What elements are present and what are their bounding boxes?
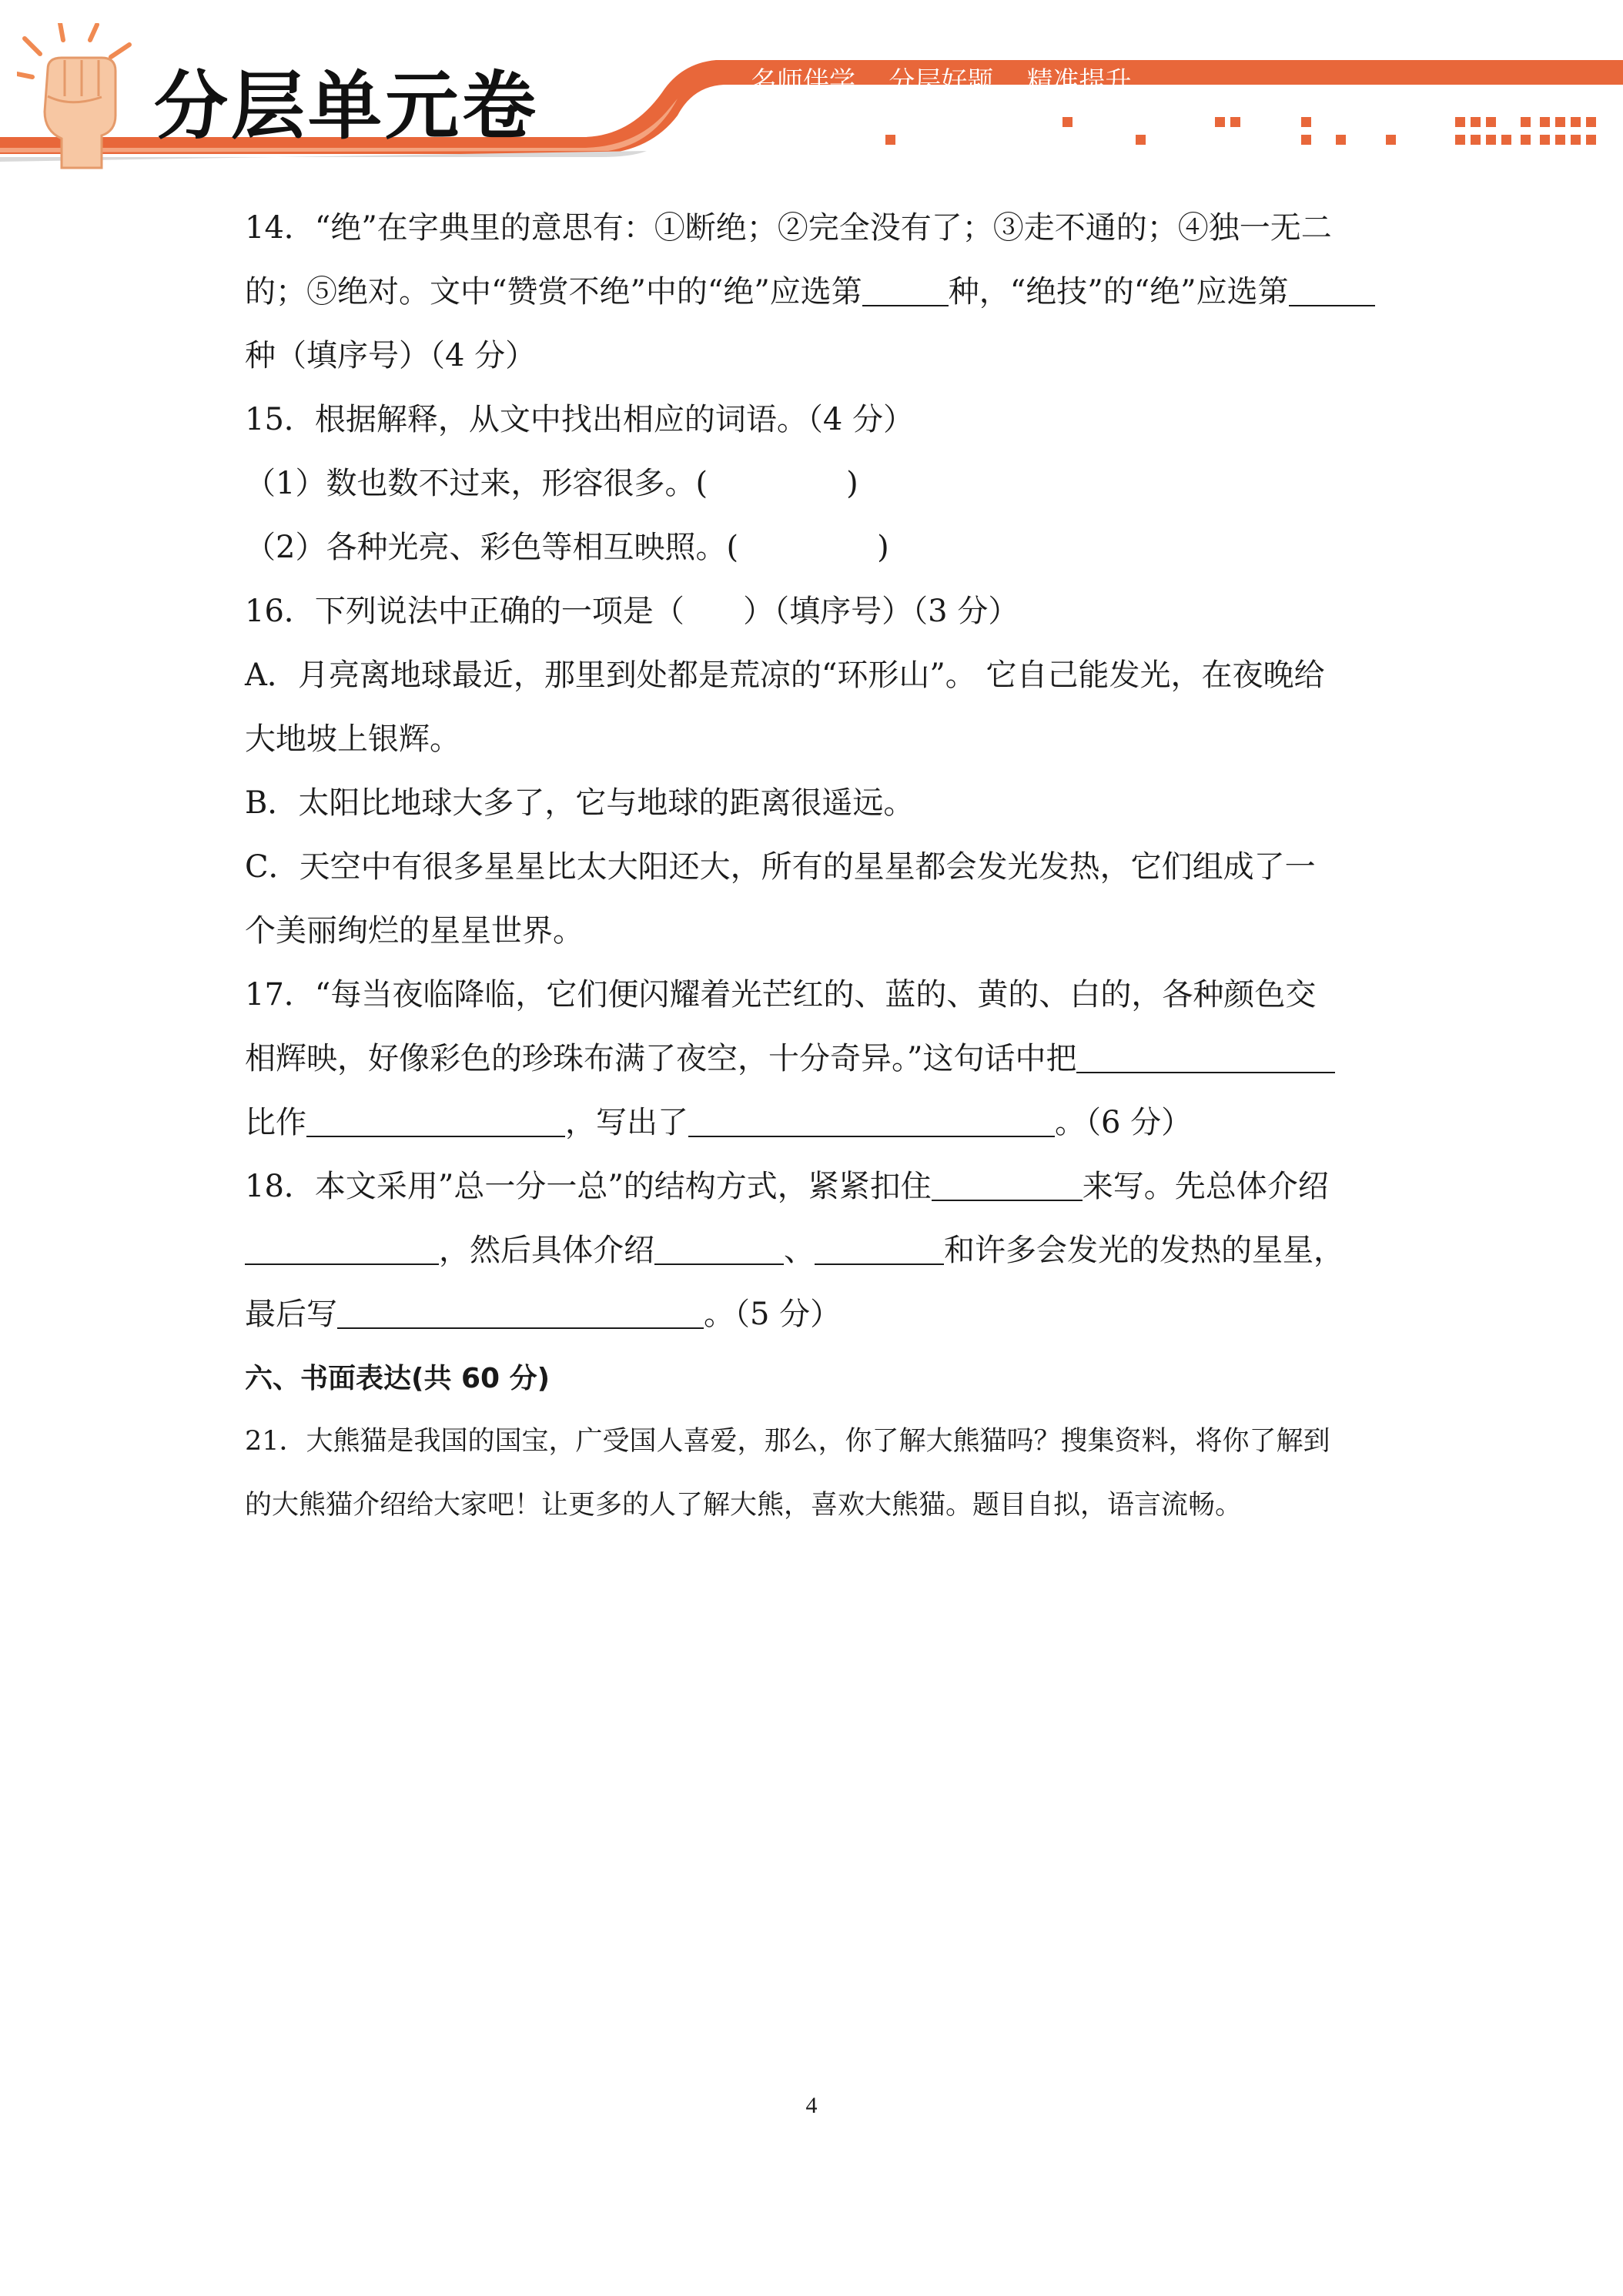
q15-item-1 bbox=[245, 452, 1378, 516]
q16-option-a-line-2: 大地坡上银辉。 bbox=[245, 721, 460, 757]
q17-text-write: ，写出了 bbox=[565, 1105, 688, 1140]
q17-line-3 bbox=[245, 1091, 1378, 1155]
q16-stem: 16．下列说法中正确的一项是（ ）（填序号）（3 分） bbox=[245, 594, 1019, 629]
q15-stem: 15．根据解释，从文中找出相应的词语。（4 分） bbox=[245, 402, 915, 437]
q16-option-c-line-2: 个美丽绚烂的星星世界。 bbox=[245, 913, 584, 949]
q18-line-2 bbox=[245, 1219, 1378, 1283]
q21-line-2: 的大熊猫介绍给大家吧！让更多的人了解大熊，喜欢大熊猫。题目自拟，语言流畅。 bbox=[245, 1490, 1243, 1521]
q18-text-e: 和许多会发光的发热的星星， bbox=[944, 1233, 1344, 1268]
q14-line-3: 种（填序号）（4 分） bbox=[245, 338, 537, 373]
q15-item-2-text: （2）各种光亮、彩色等相互映照。( bbox=[245, 530, 739, 565]
q14-line-2 bbox=[245, 260, 1378, 324]
q16-option-a-line-1: A．月亮离地球最近，那里到处都是荒凉的“环形山”。 它自己能发光，在夜晚给 bbox=[245, 658, 1325, 693]
q21-line-1: 21．大熊猫是我国的国宝，广受国人喜爱，那么，你了解大熊猫吗？搜集资料，将你了解到 bbox=[245, 1426, 1330, 1457]
q17-score: 。（6 分） bbox=[1055, 1105, 1193, 1140]
q18-line-1 bbox=[245, 1155, 1378, 1219]
q17-answer-blank-3[interactable] bbox=[688, 1105, 1055, 1137]
q18-answer-blank-3[interactable] bbox=[654, 1233, 784, 1265]
q18-text-a: 18．本文采用”总一分一总”的结构方式，紧紧扣住 bbox=[245, 1169, 932, 1204]
q18-text-d: 、 bbox=[784, 1233, 815, 1268]
q16-option-c-line-1: C．天空中有很多星星比太大阳还大，所有的星星都会发光发热，它们组成了一 bbox=[245, 849, 1316, 885]
q14-text-a: 的；⑤绝对。文中“赞赏不绝”中的“绝”应选第 bbox=[245, 274, 862, 310]
section-6-title: 六、书面表达(共 60 分) bbox=[245, 1363, 550, 1394]
q18-answer-blank-5[interactable] bbox=[337, 1297, 704, 1329]
q18-score: 。（5 分） bbox=[704, 1297, 842, 1332]
q18-text-f: 最后写 bbox=[245, 1297, 337, 1332]
q18-answer-blank-4[interactable] bbox=[815, 1233, 944, 1265]
q14-text-b: 种，“绝技”的“绝”应选第 bbox=[948, 274, 1289, 310]
q18-answer-blank-1[interactable] bbox=[932, 1169, 1083, 1201]
fist-icon bbox=[17, 23, 140, 169]
q18-line-3 bbox=[245, 1283, 1378, 1347]
q14-answer-blank-1[interactable] bbox=[862, 274, 949, 306]
q18-answer-blank-2[interactable] bbox=[245, 1233, 439, 1265]
page-header bbox=[0, 0, 1623, 177]
q17-text-compare: 比作 bbox=[245, 1105, 306, 1140]
q17-answer-blank-2[interactable] bbox=[306, 1105, 565, 1137]
page-number: 4 bbox=[805, 2093, 818, 2118]
q15-item-2-close: ) bbox=[877, 530, 889, 565]
q15-item-2 bbox=[245, 516, 1378, 580]
question-content bbox=[245, 196, 1378, 1538]
q15-item-1-text: （1）数也数不过来，形容很多。( bbox=[245, 466, 708, 501]
q17-text: 相辉映，好像彩色的珍珠布满了夜空，十分奇异。”这句话中把 bbox=[245, 1041, 1077, 1076]
q18-text-c: ，然后具体介绍 bbox=[439, 1233, 654, 1268]
q16-option-b: B．太阳比地球大多了，它与地球的距离很遥远。 bbox=[245, 785, 915, 821]
brand-title: 分层单元卷 bbox=[154, 63, 539, 149]
q17-answer-blank-1[interactable] bbox=[1076, 1041, 1335, 1073]
q15-item-1-close: ) bbox=[846, 466, 858, 501]
q14-line-1: 14．“绝”在字典里的意思有：①断绝；②完全没有了；③走不通的；④独一无二 bbox=[245, 210, 1332, 246]
q14-answer-blank-2[interactable] bbox=[1289, 274, 1375, 306]
q17-line-2 bbox=[245, 1027, 1378, 1091]
brand-slogan: 名师伴学 分层好题 精准提升 bbox=[751, 66, 1132, 97]
q17-line-1: 17．“每当夜临降临，它们便闪耀着光芒红的、蓝的、黄的、白的，各种颜色交 bbox=[245, 977, 1317, 1012]
q18-text-b: 来写。先总体介绍 bbox=[1082, 1169, 1329, 1204]
